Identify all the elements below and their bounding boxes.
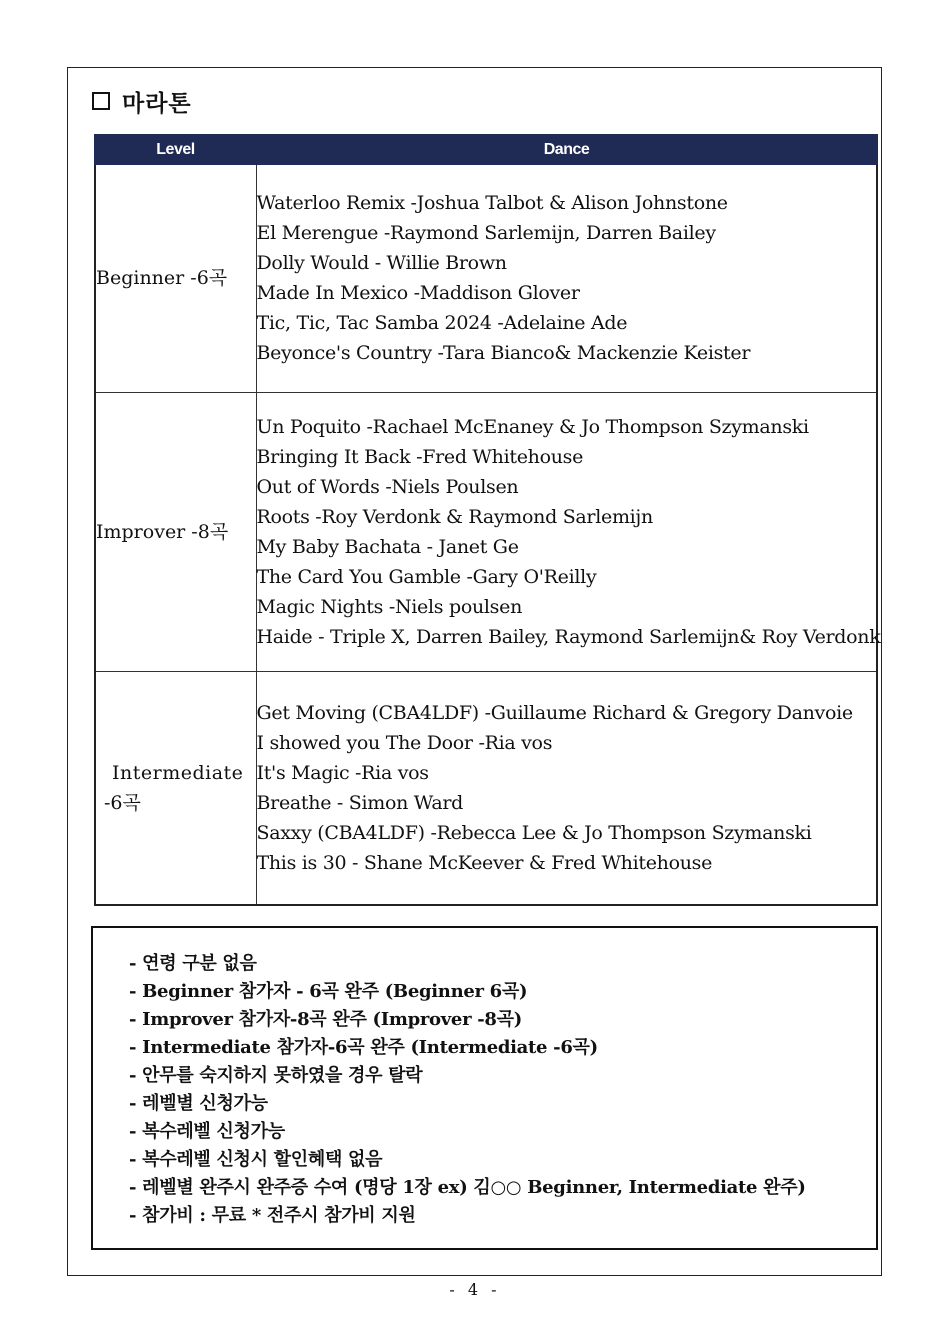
dance-item: Saxxy (CBA4LDF) -Rebecca Lee & Jo Thompson Szymanski [256,821,812,844]
dance-item: My Baby Bachata - Janet Ge [256,535,519,558]
header-level: Level [95,135,256,164]
note-item: - 연령 구분 없음 [129,953,257,974]
note-item: - Beginner 참가자 - 6곡 완주 (Beginner 6곡) [129,981,528,1002]
note-item: - 참가비 : 무료 * 전주시 참가비 지원 [129,1205,416,1226]
dance-item: El Merengue -Raymond Sarlemijn, Darren Bailey [256,222,716,245]
dance-item: Haide - Triple X, Darren Bailey, Raymond Sarlemijn& Roy Verdonk [256,625,881,648]
table-row-intermediate [95,671,877,905]
dance-item: Out of Words -Niels Poulsen [256,475,519,498]
note-item: - 레벨별 신청가능 [129,1093,268,1114]
table-row-improver [95,392,877,671]
page-number: - 4 - [449,1280,501,1299]
note-item: - Improver 참가자-8곡 완주 (Improver -8곡) [129,1009,522,1030]
level-label: Beginner -6곡 [96,267,228,290]
dance-item: Beyonce's Country -Tara Bianco& Mackenzie Keister [256,342,751,365]
dance-item: Dolly Would - Willie Brown [256,252,507,275]
section-heading [92,86,192,116]
dance-item: Breathe - Simon Ward [256,791,464,814]
dance-item: Bringing It Back -Fred Whitehouse [256,445,584,468]
dance-item: It's Magic -Ria vos [256,761,429,784]
table-header-row [95,135,877,164]
dance-item: Magic Nights -Niels poulsen [256,595,523,618]
note-item: - 레벨별 완주시 완주증 수여 (명당 1장 ex) 김○○ Beginner, Intermediate 완주) [129,1177,806,1198]
dance-cell [256,392,881,671]
level-label: Improver -8곡 [96,520,229,543]
note-item: - Intermediate 참가자-6곡 완주 (Intermediate -6곡) [129,1037,598,1058]
dance-item: Get Moving (CBA4LDF) -Guillaume Richard & Gregory Danvoie [256,701,853,724]
dance-item: The Card You Gamble -Gary O'Reilly [256,565,597,588]
section-title: 마라톤 [122,89,192,117]
level-label: Intermediate [112,761,244,784]
dance-item: I showed you The Door -Ria vos [256,731,553,754]
dance-item: Un Poquito -Rachael McEnaney & Jo Thompson Szymanski [256,415,809,438]
level-sub-label: -6곡 [104,791,141,814]
level-cell [95,164,256,392]
notes-box [91,926,878,1250]
dance-table [94,134,881,906]
dance-item: Made In Mexico -Maddison Glover [256,282,580,305]
note-item: - 복수레벨 신청시 할인혜택 없음 [129,1149,383,1170]
dance-item: This is 30 - Shane McKeever & Fred Whitehouse [256,851,713,874]
dance-cell [256,164,877,392]
dance-item: Waterloo Remix -Joshua Talbot & Alison Johnstone [256,192,728,215]
table-row-beginner [95,164,877,392]
level-cell [95,392,256,671]
dance-item: Tic, Tic, Tac Samba 2024 -Adelaine Ade [256,312,628,335]
note-item: - 복수레벨 신청가능 [129,1121,285,1142]
dance-item: Roots -Roy Verdonk & Raymond Sarlemijn [256,505,653,528]
level-cell [95,671,256,905]
dance-cell [256,671,877,905]
header-dance: Dance [256,135,877,164]
note-item: - 안무를 숙지하지 못하였을 경우 탈락 [129,1065,423,1086]
checkbox-icon [92,92,110,110]
